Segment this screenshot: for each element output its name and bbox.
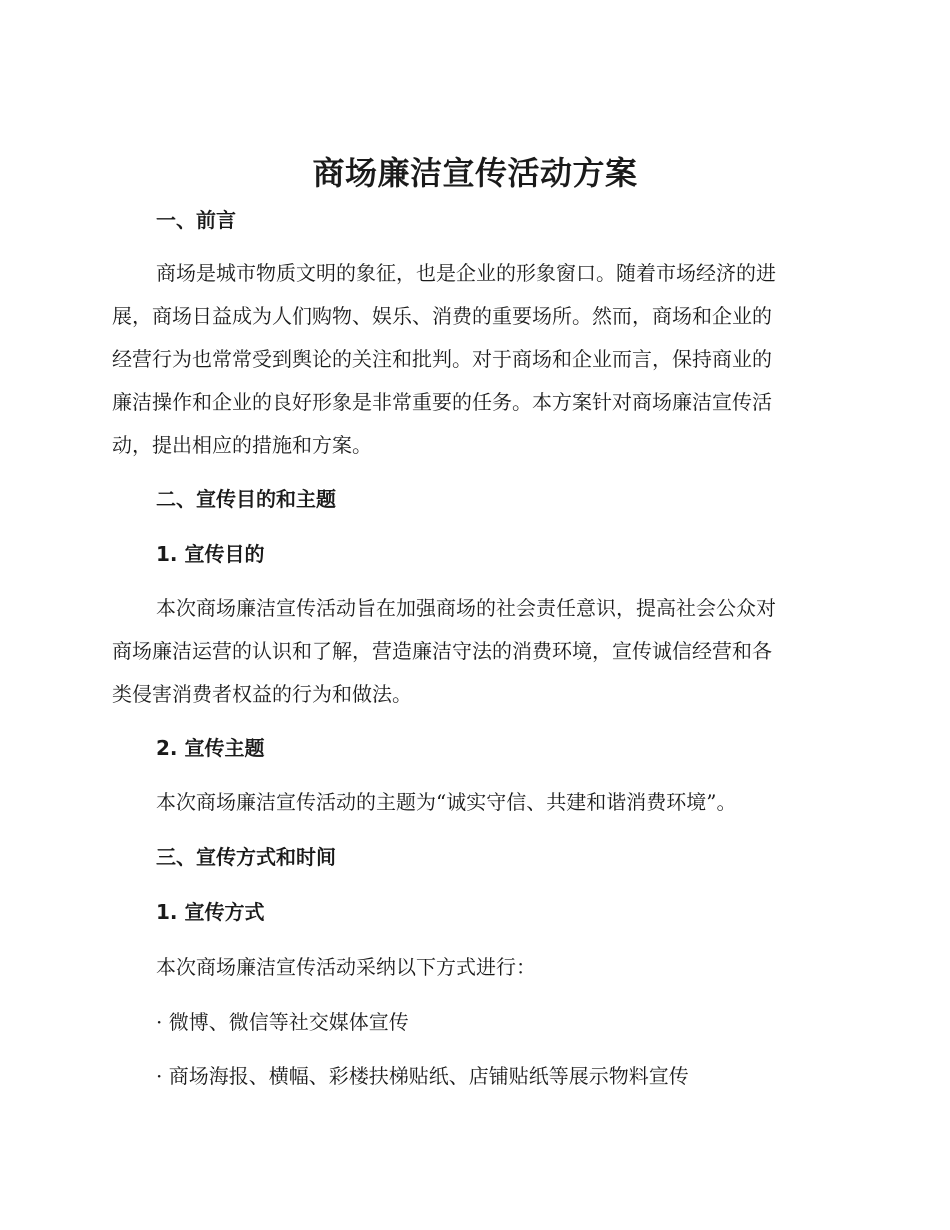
paragraph-line: 经营行为也常常受到舆论的关注和批判。对于商场和企业而言，保持商业的 xyxy=(112,347,772,371)
subheading-method: 1. 宣传方式 xyxy=(156,900,265,924)
paragraph-line: 本次商场廉洁宣传活动的主题为“诚实守信、共建和谐消费环境”。 xyxy=(156,790,737,814)
paragraph-line: 商场是城市物质文明的象征，也是企业的形象窗口。随着市场经济的进 xyxy=(156,261,776,285)
document-title: 商场廉洁宣传活动方案 xyxy=(312,154,638,192)
paragraph-line: 本次商场廉洁宣传活动采纳以下方式进行： xyxy=(156,955,536,979)
bullet-item: · 微博、微信等社交媒体宣传 xyxy=(156,1010,409,1034)
section-heading-method-time: 三、宣传方式和时间 xyxy=(156,845,336,869)
paragraph-line: 展，商场日益成为人们购物、娱乐、消费的重要场所。然而，商场和企业的 xyxy=(112,304,772,328)
paragraph-line: 动，提出相应的措施和方案。 xyxy=(112,433,372,457)
paragraph-line: 廉洁操作和企业的良好形象是非常重要的任务。本方案针对商场廉洁宣传活 xyxy=(112,390,772,414)
paragraph-line: 类侵害消费者权益的行为和做法。 xyxy=(112,682,412,706)
bullet-item: · 商场海报、横幅、彩楼扶梯贴纸、店铺贴纸等展示物料宣传 xyxy=(156,1064,689,1088)
subheading-theme: 2. 宣传主题 xyxy=(156,736,265,760)
subheading-purpose: 1. 宣传目的 xyxy=(156,542,265,566)
paragraph-line: 本次商场廉洁宣传活动旨在加强商场的社会责任意识，提高社会公众对 xyxy=(156,596,776,620)
section-heading-purpose-theme: 二、宣传目的和主题 xyxy=(156,487,336,511)
paragraph-line: 商场廉洁运营的认识和了解，营造廉洁守法的消费环境，宣传诚信经营和各 xyxy=(112,639,772,663)
section-heading-preface: 一、前言 xyxy=(156,208,236,232)
